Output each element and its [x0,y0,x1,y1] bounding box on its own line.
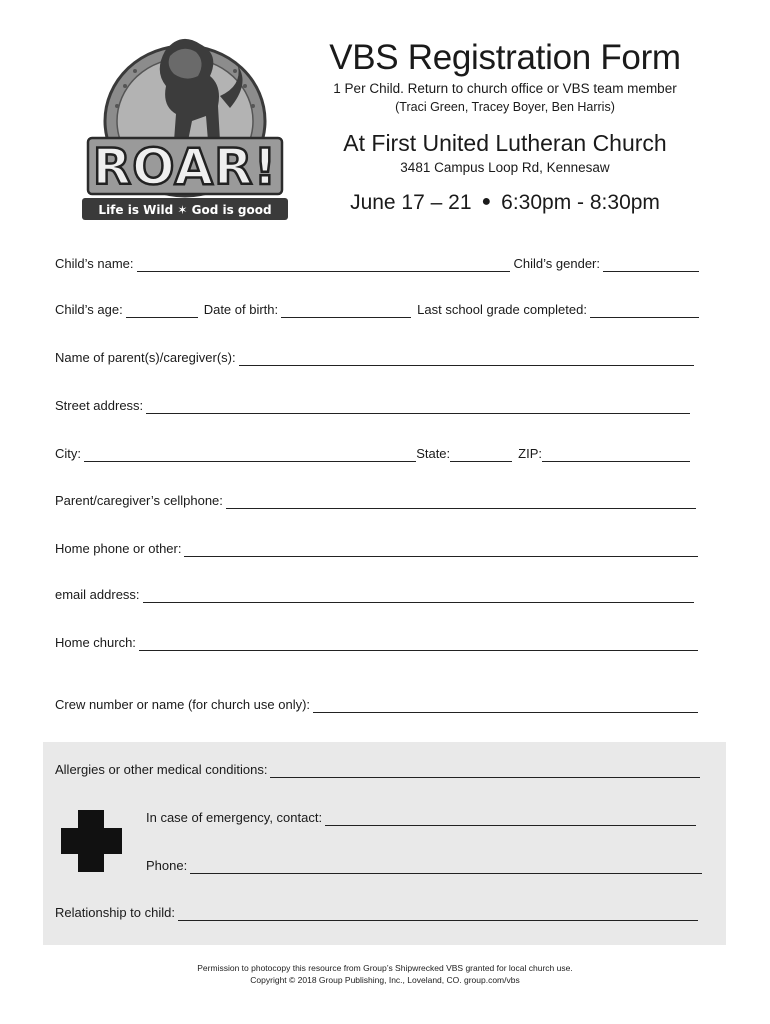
home-phone-label: Home phone or other: [55,541,182,556]
church-name: At First United Lutheran Church [343,130,667,156]
emergency-phone-field[interactable] [190,861,702,874]
child-name-label: Child’s name: [55,256,134,271]
row-city [55,446,690,462]
row-street [55,398,690,414]
relationship-label: Relationship to child: [55,905,175,920]
instructions-line: 1 Per Child. Return to church office or VBS team member [333,81,677,96]
row-cellphone [55,493,696,509]
child-gender-field[interactable] [603,259,699,272]
home-church-label: Home church: [55,635,136,650]
allergies-field[interactable] [270,765,700,778]
cellphone-label: Parent/caregiver’s cellphone: [55,493,223,508]
team-members-line: (Traci Green, Tracey Boyer, Ben Harris) [395,100,615,114]
zip-label: ZIP: [518,446,542,461]
child-age-field[interactable] [126,305,198,318]
row-home-church [55,635,698,651]
home-phone-field[interactable] [184,544,698,557]
emergency-phone-label: Phone: [146,858,188,873]
crew-label: Crew number or name (for church use only): [55,697,311,712]
state-label: State: [416,446,451,461]
event-schedule [300,187,710,218]
dob-label: Date of birth: [203,302,279,317]
copyright-notice: Copyright © 2018 Group Publishing, Inc., Loveland, CO. group.com/vbs [250,975,520,985]
permission-notice: Permission to photocopy this resource from Group’s Shipwrecked VBS granted for local church use. [197,963,573,973]
medical-section [43,742,726,945]
roar-logo [70,26,300,226]
child-age-label: Child’s age: [55,302,123,317]
footer [0,962,770,986]
row-emergency-contact [146,810,696,826]
city-field[interactable] [84,449,416,462]
city-label: City: [55,446,81,461]
zip-field[interactable] [542,449,690,462]
grade-field[interactable] [590,305,699,318]
dob-field[interactable] [281,305,411,318]
emergency-contact-label: In case of emergency, contact: [146,810,323,825]
allergies-label: Allergies or other medical conditions: [55,762,268,777]
row-child-name [55,256,699,272]
church-address: 3481 Campus Loop Rd, Kennesaw [400,160,610,175]
row-allergies [55,762,700,778]
event-times: 6:30pm - 8:30pm [501,191,660,214]
crew-field[interactable] [313,700,698,713]
state-field[interactable] [450,449,512,462]
email-field[interactable] [143,590,694,603]
parent-name-label: Name of parent(s)/caregiver(s): [55,350,236,365]
home-church-field[interactable] [139,638,698,651]
relationship-field[interactable] [178,908,698,921]
child-name-field[interactable] [137,259,510,272]
page-title: VBS Registration Form [329,38,681,77]
row-email [55,587,694,603]
grade-label: Last school grade completed: [417,302,587,317]
roar-logo-art [70,26,300,226]
svg-text:ROAR!: ROAR! [92,138,278,196]
emergency-contact-field[interactable] [325,813,696,826]
bullet-separator: ● [481,193,492,210]
row-crew [55,697,698,713]
row-parent-name [55,350,694,366]
row-emergency-phone [146,858,702,874]
street-label: Street address: [55,398,144,413]
event-dates: June 17 – 21 [350,191,472,214]
parent-name-field[interactable] [239,353,694,366]
medical-cross-icon-bar [61,828,122,854]
cellphone-field[interactable] [226,496,696,509]
street-field[interactable] [146,401,690,414]
email-label: email address: [55,587,140,602]
child-gender-label: Child’s gender: [513,256,600,271]
form-header [300,36,710,218]
row-child-age [55,302,699,318]
logo-tagline: Life is Wild ✶ God is good [98,203,272,217]
row-home-phone [55,541,698,557]
row-relationship [55,905,698,921]
